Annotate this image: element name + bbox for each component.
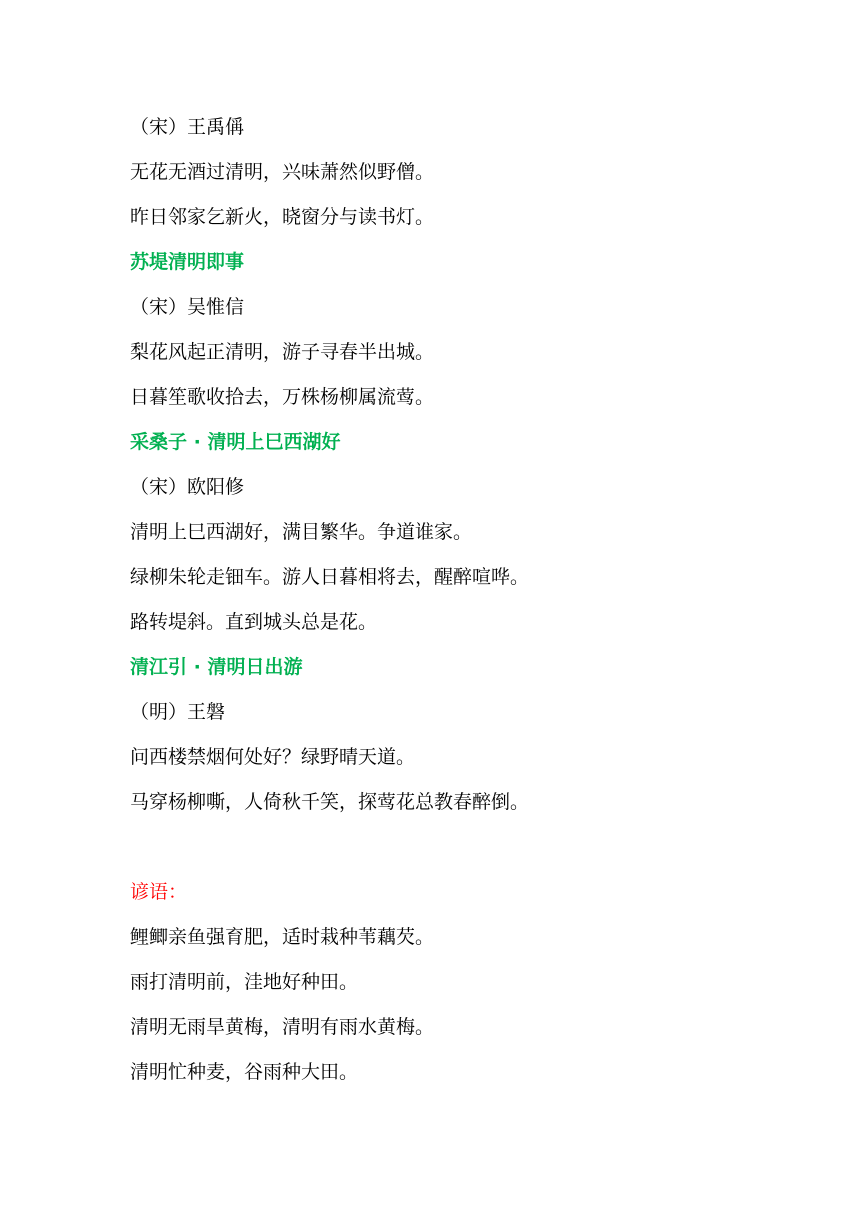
poem-author: （宋）欧阳修 [130,476,245,498]
proverb-item: 清明无雨旱黄梅，清明有雨水黄梅。 [130,1016,435,1038]
poem-title: 苏堤清明即事 [130,251,245,273]
poem-line: 绿柳朱轮走钿车。游人日暮相将去，醒醉喧哗。 [130,566,530,588]
poem-line: 无花无酒过清明，兴味萧然似野僧。 [130,161,435,183]
poem-author: （宋）王禹偁 [130,116,245,138]
poem-line: 日暮笙歌收拾去，万株杨柳属流莺。 [130,386,435,408]
proverbs-label: 谚语： [130,881,188,903]
poem-line: 昨日邻家乞新火，晓窗分与读书灯。 [130,206,435,228]
blank-line [130,832,790,877]
poem-line: 清明上巳西湖好，满目繁华。争道谁家。 [130,521,473,543]
poem-title: 采桑子 · 清明上巳西湖好 [130,431,341,453]
poem-line: 问西楼禁烟何处好？绿野晴天道。 [130,746,416,768]
poem-line: 路转堤斜。直到城头总是花。 [130,611,378,633]
poem-line: 马穿杨柳嘶，人倚秋千笑，探莺花总教春醉倒。 [130,791,530,813]
poem-title: 清江引 · 清明日出游 [130,656,303,678]
poem-author: （宋）吴惟信 [130,296,245,318]
poem-line: 梨花风起正清明，游子寻春半出城。 [130,341,435,363]
poem-author: （明）王磐 [130,701,226,723]
document-body [130,112,790,1102]
proverb-item: 鲤鲫亲鱼强育肥，适时栽种苇藕芡。 [130,926,435,948]
proverb-item: 清明忙种麦，谷雨种大田。 [130,1061,359,1083]
proverb-item: 雨打清明前，洼地好种田。 [130,971,359,993]
